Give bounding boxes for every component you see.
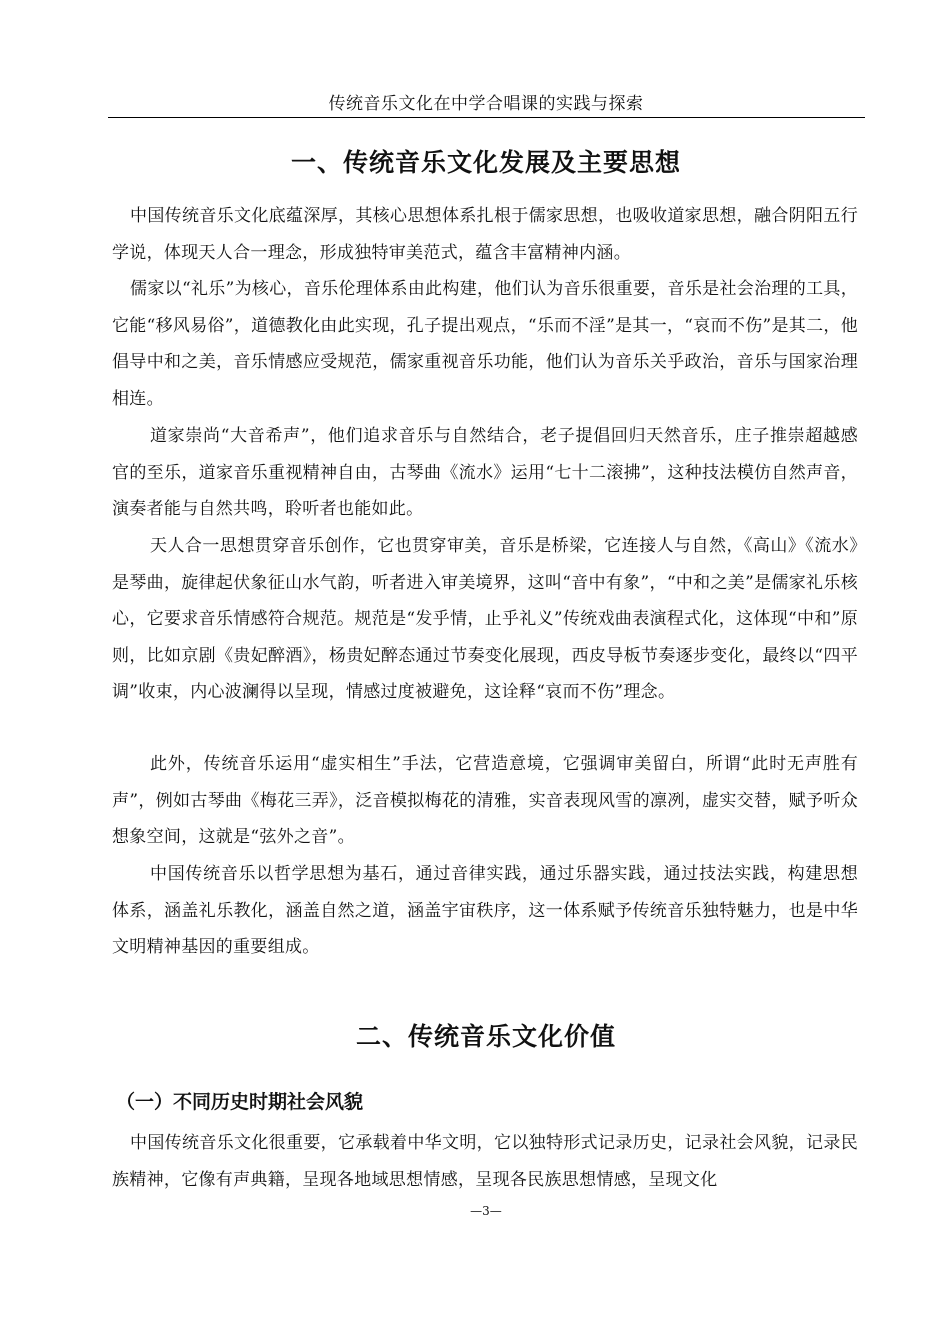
paragraph: 儒家以“礼乐”为核心，音乐伦理体系由此构建，他们认为音乐很重要，音乐是社会治理的工具，它能“移风易俗”，道德教化由此实现，孔子提出观点，“乐而不淫”是其一，“哀而不伤”是其二，他倡导中和之美，音乐情感应受规范，儒家重视音乐功能，他们认为音乐关乎政治，音乐与国家治理相连。 xyxy=(112,279,858,409)
paragraph: 道家崇尚“大音希声”，他们追求音乐与自然结合，老子提倡回归天然音乐，庄子推崇超越感官的至乐，道家音乐重视精神自由，古琴曲《流水》运用“七十二滚拂”，这种技法模仿自然声音，演奏者能与自然共鸣，聆听者也能如此。 xyxy=(112,426,858,519)
running-header: 传统音乐文化在中学合唱课的实践与探索 xyxy=(328,94,644,114)
subsection-heading: （一）不同历史时期社会风貌 xyxy=(116,1091,364,1113)
paragraph: 中国传统音乐文化底蕴深厚，其核心思想体系扎根于儒家思想，也吸收道家思想，融合阴阳五行学说，体现天人合一理念，形成独特审美范式，蕴含丰富精神内涵。 xyxy=(112,206,858,263)
paragraph: 天人合一思想贯穿音乐创作，它也贯穿审美，音乐是桥梁，它连接人与自然，《高山》《流水》是琴曲，旋律起伏象征山水气韵，听者进入审美境界，这叫“音中有象”，“中和之美”是儒家礼乐核心，它要求音乐情感符合规范。规范是“发乎情，止乎礼义”传统戏曲表演程式化，这体现“中和”原则，比如京剧《贵妃醉酒》，杨贵妃醉态通过节奏变化展现，西皮导板节奏逐步变化，最终以“四平调”收束，内心波澜得以呈现，情感过度被避免，这诠释“哀而不伤”理念。 xyxy=(112,536,858,702)
paragraph: 中国传统音乐以哲学思想为基石，通过音律实践，通过乐器实践，通过技法实践，构建思想体系，涵盖礼乐教化，涵盖自然之道，涵盖宇宙秩序，这一体系赋予传统音乐独特魅力，也是中华文明精神基因的重要组成。 xyxy=(112,864,858,957)
section-heading: 一、传统音乐文化发展及主要思想 xyxy=(290,148,681,177)
section-heading: 二、传统音乐文化价值 xyxy=(355,1022,616,1051)
page-number: —3— xyxy=(470,1204,502,1218)
paragraph: 中国传统音乐文化很重要，它承载着中华文明，它以独特形式记录历史，记录社会风貌，记录民族精神，它像有声典籍，呈现各地域思想情感，呈现各民族思想情感，呈现文化 xyxy=(112,1133,858,1190)
paragraph: 此外，传统音乐运用“虚实相生”手法，它营造意境，它强调审美留白，所谓“此时无声胜有声”，例如古琴曲《梅花三弄》，泛音模拟梅花的清雅，实音表现风雪的凛冽，虚实交替，赋予听众想象空间，这就是“弦外之音”。 xyxy=(112,754,858,847)
header-rule xyxy=(108,117,865,118)
